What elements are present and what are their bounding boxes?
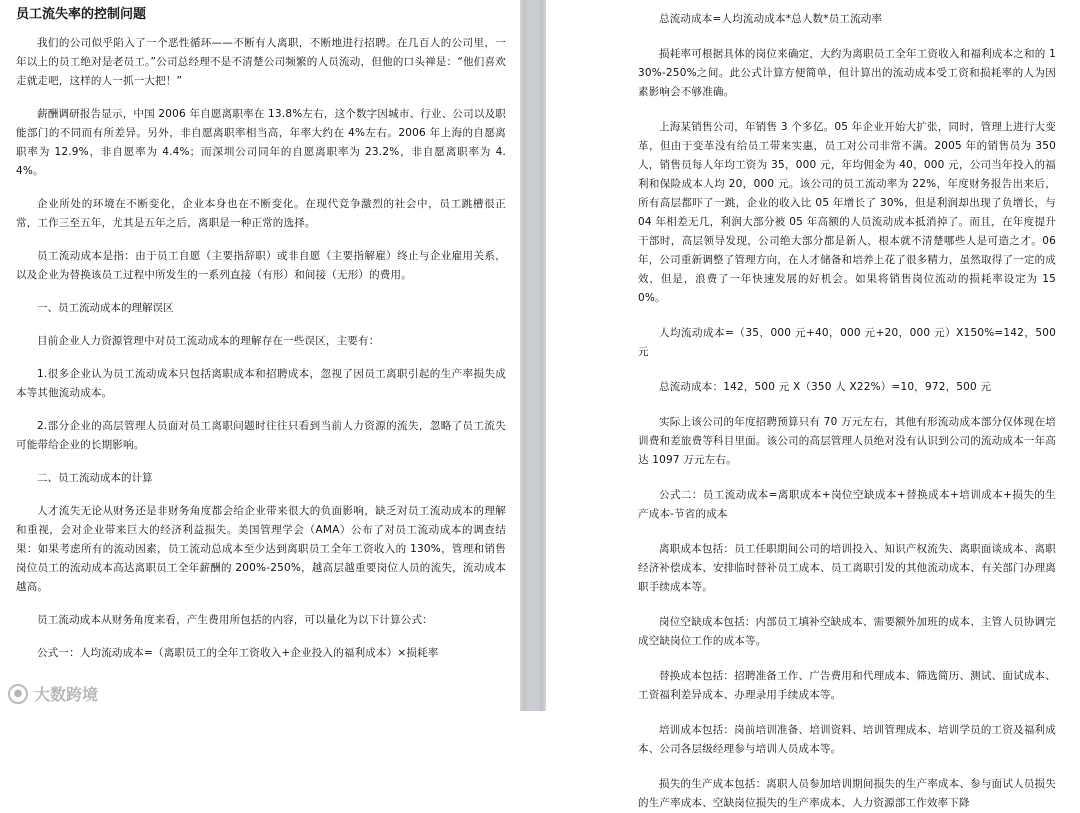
paragraph: 替换成本包括：招聘准备工作、广告费用和代理成本、筛选简历、测试、面试成本、工资福利差异成本、办理录用手续成本等。 (638, 670, 1056, 701)
paragraph: 实际上该公司的年度招聘预算只有 70 万元左右，其他有形流动成本部分仅体现在培训费和差旅费等科目里面。该公司的高层管理人员绝对没有认识到公司的流动成本一年高达 1097 万元左右。 (638, 416, 1056, 466)
paragraph: 上海某销售公司，年销售 3 个多亿。05 年企业开始大扩张，同时，管理上进行大变革，但由于变革没有给员工带来实惠，员工对公司非常不满。2005 年的销售员为 350 人，销售员每人年均工资为 35，000 元，年均佣金为 40，000 元，公司当年投入的福利和保险成本人均 20，000 元。该公司的员工流动率为 22%，年度财务报告出来后，所有高层都吓了一跳，企业的收入比 05 年增长了 30%，但是利润却出现了负增长，与 04 年相差无几，利润大部分被 05 年高额的人员流动成本抵消掉了。而且，在年度提升干部时，高层领导发现，公司绝大部分都是新人，根本就不清楚哪些人是可造之才。06 年，公司重新调整了管理方向，在人才储备和培养上花了很多精力，虽然取得了一定的成效，但是，浪费了一年快速发展的好机会。如果将销售岗位流动的损耗率设定为 150%。 (638, 121, 1056, 304)
document-title: 员工流失率的控制问题 (16, 7, 147, 22)
paragraph: 损失的生产成本包括：离职人员参加培训期间损失的生产率成本、参与面试人员损失的生产率成本、空缺岗位损失的生产率成本、人力资源部工作效率下降 (638, 778, 1056, 809)
watermark-text: 大数跨境 (34, 685, 99, 704)
paragraph: 企业所处的环境在不断变化，企业本身也在不断变化。在现代竞争激烈的社会中，员工跳槽很正常，工作三至五年，尤其是五年之后，离职是一种正常的选择。 (16, 198, 506, 229)
section-heading: 一、员工流动成本的理解误区 (37, 302, 174, 314)
paragraph: 损耗率可根据具体的岗位来确定，大约为离职员工全年工资收入和福利成本之和的 130%-250%之间。此公式计算方便简单，但计算出的流动成本受工资和损耗率的人为因素影响会不够准确。 (638, 48, 1056, 98)
formula: 总流动成本：142，500 元 X（350 人 X22%）=10，972，500 元 (659, 381, 992, 393)
paragraph: 目前企业人力资源管理中对员工流动成本的理解存在一些误区，主要有： (37, 335, 380, 347)
paragraph: 人才流失无论从财务还是非财务角度都会给企业带来很大的负面影响，缺乏对员工流动成本的理解和重视，会对企业带来巨大的经济利益损失。美国管理学会（AMA）公布了对员工流动成本的调查结果：如果考虑所有的流动因素，员工流动总成本至少达到离职员工全年工资收入的 130%，管理和销售岗位员工的流动成本高达离职员工全年薪酬的 200%-250%，越高层越重要岗位人员的流失，流动成本越高。 (16, 505, 506, 593)
paragraph: 薪酬调研报告显示，中国 2006 年自愿离职率在 13.8%左右，这个数字因城市、行业、公司以及职能部门的不同而有所差异。另外，非自愿离职率相当高，年率大约在 4%左右。2006 年上海的自愿离职率为 12.9%，非自愿率为 4.4%；而深圳公司同年的自愿离职率为 23.2%，非自愿离职率为 4.4%。 (16, 108, 506, 177)
formula: 公式二：员工流动成本=离职成本+岗位空缺成本+替换成本+培训成本+损失的生产成本-节省的成本 (638, 489, 1056, 520)
paragraph: 员工流动成本从财务角度来看，产生费用所包括的内容，可以量化为以下计算公式： (37, 614, 433, 626)
formula: 总流动成本=人均流动成本*总人数*员工流动率 (659, 13, 883, 25)
document-page-left (0, 0, 520, 711)
formula: 公式一：人均流动成本=（离职员工的全年工资收入+企业投入的福利成本）×损耗率 (37, 647, 439, 659)
paragraph: 员工流动成本是指：由于员工自愿（主要指辞职）或非自愿（主要指解雇）终止与企业雇用关系，以及企业为替换该员工过程中所发生的一系列直接（有形）和间接（无形）的费用。 (16, 250, 506, 281)
document-page-right (546, 0, 1080, 809)
list-item: 1.很多企业认为员工流动成本只包括离职成本和招聘成本，忽视了因员工离职引起的生产率损失成本等其他流动成本。 (16, 368, 506, 399)
formula: 人均流动成本=（35，000 元+40，000 元+20，000 元）X150%=142，500 元 (638, 327, 1056, 358)
paragraph: 离职成本包括：员工任职期间公司的培训投入、知识产权流失、离职面谈成本、离职经济补偿成本、安排临时替补员工成本、员工离职引发的其他流动成本、有关部门办理离职手续成本等。 (638, 543, 1056, 593)
section-heading: 二、员工流动成本的计算 (37, 472, 153, 484)
paragraph: 我们的公司似乎陷入了一个恶性循环——不断有人离职，不断地进行招聘。在几百人的公司里，一年以上的员工绝对是老员工。”公司总经理不是不清楚公司频繁的人员流动，但他的口头禅是：“他们喜欢走就走吧，这样的人一抓一大把！” (16, 37, 506, 87)
paragraph: 培训成本包括：岗前培训准备、培训资料、培训管理成本、培训学员的工资及福利成本、公司各层级经理参与培训人员成本等。 (638, 724, 1056, 755)
watermark (8, 682, 98, 705)
circle-logo-icon: ● (8, 684, 28, 704)
paragraph: 岗位空缺成本包括：内部员工填补空缺成本、需要额外加班的成本、主管人员协调完成空缺岗位工作的成本等。 (638, 616, 1056, 647)
page-gutter (520, 0, 546, 711)
list-item: 2.部分企业的高层管理人员面对员工离职问题时往往只看到当前人力资源的流失，忽略了员工流失可能带给企业的长期影响。 (16, 420, 506, 451)
